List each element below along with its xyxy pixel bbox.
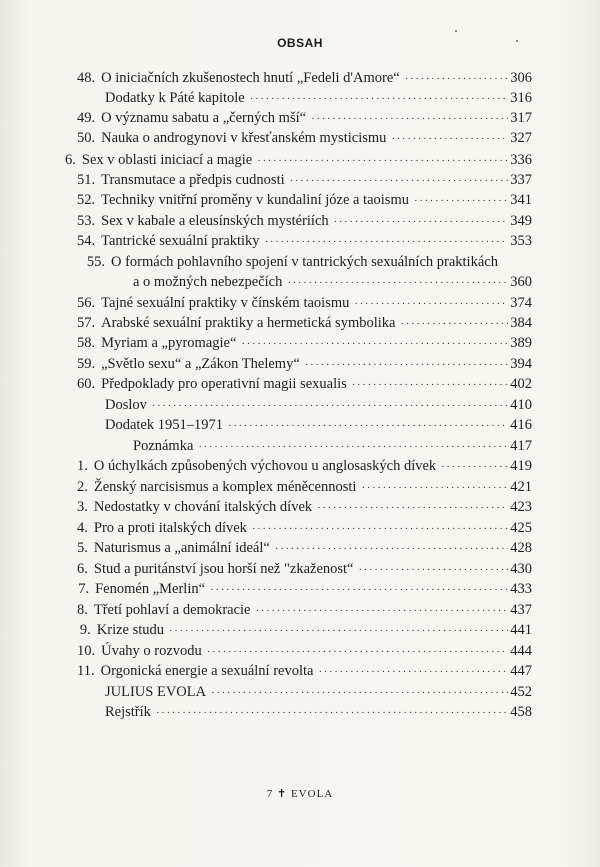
toc-entry-number: 5. (77, 540, 88, 556)
toc-page-number: 360 (510, 274, 532, 290)
toc-page-number: 458 (510, 704, 532, 720)
toc-entry (77, 374, 532, 394)
dot-leader (256, 601, 509, 621)
dot-leader (207, 642, 508, 662)
page-footer: 7 ✝ EVOLA (266, 788, 334, 800)
toc-entry-title: Ženský narcisismus a komplex méněcennosti (93, 479, 357, 495)
toc-entry-title: Třetí pohlaví a demokracie (93, 602, 251, 618)
toc-entry (77, 456, 532, 476)
toc-page-number: 447 (510, 663, 532, 679)
toc-page-number: 452 (510, 684, 532, 700)
toc-entry (105, 88, 532, 108)
toc-page-number: 425 (510, 520, 532, 536)
toc-entry-number: 8. (77, 602, 88, 618)
toc-entry-title: Předpoklady pro operativní magii sexualis (101, 376, 347, 392)
toc-entry-title: Arabské sexuální praktiky a hermetická symbolika (101, 315, 396, 331)
dot-leader (441, 457, 508, 477)
toc-entry-title: Myriam a „pyromagie“ (101, 335, 237, 351)
toc-page-number: 349 (510, 213, 532, 229)
toc-entry-title: a o možných nebezpečích (133, 274, 283, 290)
toc-entry-title: Naturismus a „animální ideál“ (93, 540, 270, 556)
toc-entry-number: 51. (77, 172, 96, 188)
toc-entry-number: 1. (77, 458, 88, 474)
toc-entry-title: Doslov (105, 397, 147, 413)
dot-leader (359, 560, 509, 580)
dot-leader (250, 89, 509, 109)
toc-entry (105, 395, 532, 415)
toc-entry-title: Sex v oblasti iniciací a magie (81, 152, 253, 168)
toc-entry-number: 4. (77, 520, 88, 536)
toc-entry (77, 538, 532, 558)
toc-entry-number: 55. (86, 254, 105, 270)
toc-page-number: 433 (510, 581, 532, 597)
toc-entry (77, 641, 532, 661)
toc-entry-number: 49. (77, 110, 96, 126)
toc-entry-title: Nauka o androgynovi v křesťanském mysticismu (101, 130, 387, 146)
toc-entry-number: 9. (79, 622, 91, 638)
toc-entry-title: JULIUS EVOLA (105, 684, 207, 700)
toc-page-number: 337 (510, 172, 532, 188)
page-title: OBSAH (277, 36, 323, 50)
toc-page-number: 423 (510, 499, 532, 515)
toc-page-number: 421 (510, 479, 532, 495)
toc-entry-number: 6. (77, 561, 88, 577)
toc-page-number: 394 (510, 356, 532, 372)
toc-entry (77, 477, 532, 497)
toc-entry-number: 11. (77, 663, 95, 679)
toc-entry (77, 293, 532, 313)
toc-page-number: 441 (510, 622, 532, 638)
dot-leader (210, 580, 508, 600)
dot-leader (257, 151, 508, 171)
toc-page-number: 419 (510, 458, 532, 474)
dot-leader (211, 683, 508, 703)
paper-speck (455, 30, 457, 32)
toc-entry-title: Krize studu (96, 622, 165, 638)
dot-leader (228, 416, 508, 436)
dot-leader (241, 334, 508, 354)
toc-entry-number: 7. (78, 581, 90, 597)
dot-leader (265, 232, 509, 252)
toc-page-number: 428 (510, 540, 532, 556)
toc-page-number: 389 (510, 335, 532, 351)
toc-entry-number: 59. (77, 356, 96, 372)
toc-entry-number: 52. (77, 192, 96, 208)
dot-leader (334, 212, 509, 232)
toc-entry (77, 518, 532, 538)
toc-entry (105, 702, 532, 722)
toc-entry-number: 56. (77, 295, 96, 311)
dot-leader (352, 375, 508, 395)
toc-entry (77, 170, 532, 190)
toc-entry (77, 354, 532, 374)
toc-entry-title: Dodatek 1951–1971 (105, 417, 223, 433)
dot-leader (317, 498, 508, 518)
dot-leader (152, 396, 508, 416)
toc-entry (77, 620, 532, 640)
toc-entry-number: 3. (77, 499, 88, 515)
toc-entry-title: Úvahy o rozvodu (101, 643, 202, 659)
toc-entry-title: Tajné sexuální praktiky v čínském taoismu (101, 295, 350, 311)
toc-entry (77, 252, 532, 272)
dot-leader (252, 519, 508, 539)
dot-leader (318, 662, 508, 682)
toc-entry-title: Sex v kabale a eleusínských mystériích (101, 213, 329, 229)
toc-entry (77, 497, 532, 517)
toc-entry-number: 53. (77, 213, 96, 229)
dot-leader (405, 69, 509, 89)
toc-page-number: 353 (510, 233, 532, 249)
dot-leader (400, 314, 508, 334)
toc-entry-title: Pro a proti italských dívek (93, 520, 247, 536)
toc-entry-number: 48. (77, 70, 96, 86)
toc-entry-title: O iniciačních zkušenostech hnutí „Fedeli d'Amore“ (101, 70, 400, 86)
toc-page-number: 374 (510, 295, 532, 311)
toc-entry-number: 2. (77, 479, 88, 495)
toc-entry (77, 231, 532, 251)
toc-entry-title: Tantrické sexuální praktiky (101, 233, 260, 249)
toc-page-number: 410 (510, 397, 532, 413)
toc-entry-number: 54. (77, 233, 96, 249)
toc-page-number: 341 (510, 192, 532, 208)
toc-entry-number: 10. (77, 643, 96, 659)
toc-entry (77, 68, 532, 88)
toc-page-number: 327 (510, 130, 532, 146)
dot-leader (361, 478, 508, 498)
toc-entry (105, 682, 532, 702)
dot-leader (169, 621, 508, 641)
dot-leader (391, 129, 508, 149)
toc-entry-title: Fenomén „Merlin“ (95, 581, 206, 597)
toc-entry (77, 108, 532, 128)
toc-entry (77, 579, 532, 599)
toc-entry-title: Techniky vnitřní proměny v kundaliní józe a taoismu (101, 192, 409, 208)
toc-entry (133, 436, 532, 456)
dot-leader (354, 294, 508, 314)
toc-entry-number: 57. (77, 315, 96, 331)
toc-entry-title: O formách pohlavního spojení v tantrických sexuálních praktikách (111, 254, 498, 270)
toc-page-number: 430 (510, 561, 532, 577)
toc-entry (77, 190, 532, 210)
toc-entry (77, 661, 532, 681)
toc-entry (133, 272, 532, 292)
toc-page-number: 317 (510, 110, 532, 126)
dot-leader (311, 109, 508, 129)
toc-entry (105, 415, 532, 435)
toc-entry-title: Nedostatky v chování italských dívek (93, 499, 313, 515)
toc-entry (77, 559, 532, 579)
dot-leader (414, 191, 508, 211)
toc-entry-number: 60. (77, 376, 96, 392)
dot-leader (198, 437, 508, 457)
toc-entry-title: O úchylkách způsobených výchovou u anglosaských dívek (93, 458, 437, 474)
toc-entry (77, 600, 532, 620)
toc-page-number: 417 (510, 438, 532, 454)
toc-page-number: 444 (510, 643, 532, 659)
toc-entry-title: Transmutace a předpis cudnosti (101, 172, 285, 188)
toc-page-number: 384 (510, 315, 532, 331)
toc-entry-title: Orgonická energie a sexuální revolta (100, 663, 314, 679)
toc-entry-title: Rejstřík (105, 704, 151, 720)
dot-leader (156, 703, 508, 723)
toc-entry-title: Dodatky k Páté kapitole (105, 90, 245, 106)
toc-entry-title: O významu sabatu a „černých mší“ (101, 110, 307, 126)
toc-page-number: 437 (510, 602, 532, 618)
dot-leader (305, 355, 508, 375)
toc-page-number: 402 (510, 376, 532, 392)
toc-entry-number: 6. (65, 152, 76, 168)
toc-page-number: 336 (510, 152, 532, 168)
toc-entry-title: Poznámka (133, 438, 194, 454)
toc-entry (65, 150, 532, 170)
toc-entry (77, 313, 532, 333)
dot-leader (290, 171, 509, 191)
toc-page-number: 306 (510, 70, 532, 86)
toc-page-number: 316 (510, 90, 532, 106)
toc-entry-title: „Světlo sexu“ a „Zákon Thelemy“ (101, 356, 300, 372)
toc-page-number: 416 (510, 417, 532, 433)
toc-entry (77, 211, 532, 231)
toc-entry-title: Stud a puritánství jsou horší než "zkaženost“ (93, 561, 354, 577)
toc-entry-number: 58. (77, 335, 96, 351)
toc-entry (77, 128, 532, 148)
toc-entry (77, 333, 532, 353)
toc-entry-number: 50. (77, 130, 96, 146)
dot-leader (275, 539, 508, 559)
dot-leader (287, 273, 508, 293)
